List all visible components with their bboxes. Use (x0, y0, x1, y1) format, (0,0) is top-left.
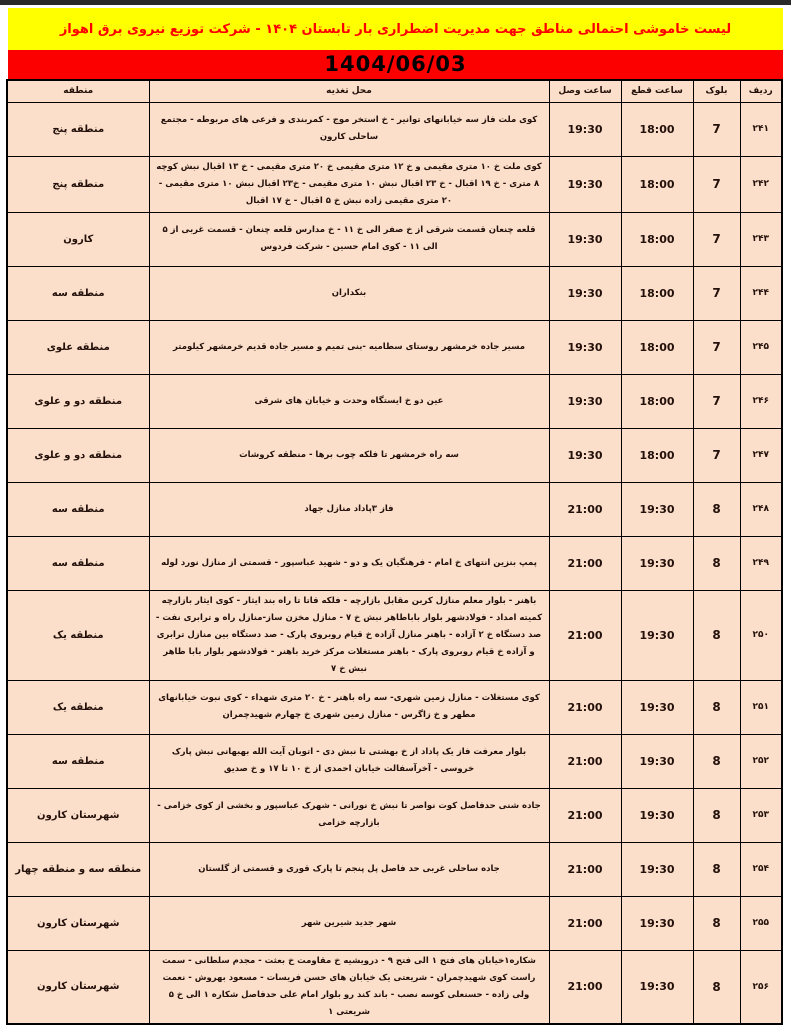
region-cell: شهرستان کارون (7, 788, 149, 842)
region-cell: منطقه سه (7, 266, 149, 320)
row-number-cell: ۲۴۷ (740, 428, 782, 482)
block-cell: 7 (693, 156, 740, 212)
block-cell: 8 (693, 590, 740, 680)
block-cell: 8 (693, 896, 740, 950)
cut-time-cell: 19:30 (621, 950, 693, 1024)
feed-location-cell: کوی ملت خ ۱۰ متری مقیمی و خ ۱۲ متری مقیمی خ ۲۰ متری مقیمی - خ ۱۳ اقبال نبش کوچه ۸ متری - خ ۱۹ اقبال - خ ۲۳ اقبال نبش ۱۰ متری مقیمی - خ۲۳ اقبال نبش ۱۰ متری مقیمی - ۲۰ متری مقیمی زاده نبش خ ۵ اقبال - خ ۱۷ اقبال (149, 156, 549, 212)
header-cut-time: ساعت قطع (621, 80, 693, 102)
block-cell: 8 (693, 788, 740, 842)
table-row (7, 680, 782, 734)
table-row (7, 536, 782, 590)
feed-location-cell: جاده شنی حدفاصل کوت نواصر تا نبش خ نورانی - شهرک عباسپور و بخشی از کوی خزامی - بازارچه خزامی (149, 788, 549, 842)
row-number-cell: ۲۴۶ (740, 374, 782, 428)
feed-location-cell: کوی ملت فاز سه خیابانهای توانیر - خ استخر موج - کمربندی و فرعی های مربوطه - مجتمع ساحلی کارون (149, 102, 549, 156)
header-feed-location: محل تغذیه (149, 80, 549, 102)
row-number-cell: ۲۴۱ (740, 102, 782, 156)
reconnect-time-cell: 21:00 (549, 950, 621, 1024)
feed-location-cell: پمپ بنزین انتهای خ امام - فرهنگیان یک و دو - شهید عباسپور - قسمتی از منازل نورد لوله (149, 536, 549, 590)
region-cell: منطقه یک (7, 590, 149, 680)
block-cell: 8 (693, 950, 740, 1024)
region-cell: منطقه پنج (7, 156, 149, 212)
table-row (7, 590, 782, 680)
feed-location-cell: شکاره۱خیابان های فتح ۱ الی فتح ۹ - درویشیه خ مقاومت خ بعثت - مجدم سلطانی - سمت راست کوی شهیدچمران - شریعتی یک خیابان های حسن فریسات - مسعود بهروش - نعمت ولی زاده - حسنعلی کوسه نصب - باند کند رو بلوار امام علی حدفاصل شکاره ۱ الی خ ۵ شریعتی ۱ (149, 950, 549, 1024)
feed-location-cell: کوی مستغلات - منازل زمین شهری- سه راه باهنر - خ ۲۰ متری شهداء - کوی نبوت خیابانهای مطهر و خ زاگرس - منازل زمین شهری خ چهارم شهیدچمران (149, 680, 549, 734)
region-cell: منطقه علوی (7, 320, 149, 374)
region-cell: منطقه سه و منطقه چهار (7, 842, 149, 896)
reconnect-time-cell: 21:00 (549, 842, 621, 896)
row-number-cell: ۲۴۳ (740, 212, 782, 266)
row-number-cell: ۲۵۴ (740, 842, 782, 896)
block-cell: 7 (693, 102, 740, 156)
table-row (7, 212, 782, 266)
table-row (7, 102, 782, 156)
region-cell: منطقه سه (7, 734, 149, 788)
reconnect-time-cell: 19:30 (549, 212, 621, 266)
window-top-edge (0, 0, 791, 5)
row-number-cell: ۲۵۰ (740, 590, 782, 680)
table-row (7, 788, 782, 842)
block-cell: 8 (693, 842, 740, 896)
reconnect-time-cell: 21:00 (549, 734, 621, 788)
feed-location-cell: مسیر جاده خرمشهر روستای سطامیه -بنی تمیم و مسیر جاده قدیم خرمشهر کیلومتر (149, 320, 549, 374)
schedule-table-body (7, 102, 782, 1024)
reconnect-time-cell: 21:00 (549, 680, 621, 734)
table-row (7, 428, 782, 482)
cut-time-cell: 19:30 (621, 590, 693, 680)
reconnect-time-cell: 19:30 (549, 320, 621, 374)
table-row (7, 896, 782, 950)
header-row-number: ردیف (740, 80, 782, 102)
block-cell: 7 (693, 212, 740, 266)
region-cell: کارون (7, 212, 149, 266)
row-number-cell: ۲۵۲ (740, 734, 782, 788)
block-cell: 7 (693, 320, 740, 374)
outage-schedule-page (8, 8, 783, 1025)
cut-time-cell: 19:30 (621, 788, 693, 842)
header-reconnect-time: ساعت وصل (549, 80, 621, 102)
row-number-cell: ۲۵۶ (740, 950, 782, 1024)
table-row (7, 374, 782, 428)
cut-time-cell: 18:00 (621, 102, 693, 156)
region-cell: شهرستان کارون (7, 950, 149, 1024)
block-cell: 7 (693, 428, 740, 482)
cut-time-cell: 19:30 (621, 896, 693, 950)
table-row (7, 734, 782, 788)
cut-time-cell: 18:00 (621, 374, 693, 428)
block-cell: 8 (693, 680, 740, 734)
cut-time-cell: 19:30 (621, 842, 693, 896)
reconnect-time-cell: 19:30 (549, 428, 621, 482)
header-block: بلوک (693, 80, 740, 102)
cut-time-cell: 18:00 (621, 320, 693, 374)
feed-location-cell: سه راه خرمشهر تا فلکه چوب برها - منطقه کروشات (149, 428, 549, 482)
feed-location-cell: باهنر - بلوار معلم منازل کربن مقابل بازارچه - فلکه قاتا تا راه بند ایثار - کوی ایثار بازارچه کمیته امداد - فولادشهر بلوار باباطاهر نبش خ ۷ - منازل مخزن ساز-منازل راه و ترابری نفت - صد دستگاه خ ۲ آزاده - باهنر منازل آزاده خ قیام روبروی پارک - صد دستگاه بین منازل ترابری و آزاده خ قیام روبروی پارک - باهنر مستغلات مرکز خرید باهنر - فولادشهر بلوار بابا طاهر نبش خ ۷ (149, 590, 549, 680)
row-number-cell: ۲۴۴ (740, 266, 782, 320)
feed-location-cell: عین دو خ ایستگاه وحدت و خیابان های شرقی (149, 374, 549, 428)
table-row (7, 266, 782, 320)
cut-time-cell: 18:00 (621, 266, 693, 320)
cut-time-cell: 19:30 (621, 536, 693, 590)
header-region: منطقه (7, 80, 149, 102)
region-cell: منطقه دو و علوی (7, 374, 149, 428)
feed-location-cell: شهر جدید شیرین شهر (149, 896, 549, 950)
cut-time-cell: 19:30 (621, 680, 693, 734)
region-cell: منطقه پنج (7, 102, 149, 156)
outage-schedule-table (6, 79, 783, 1025)
row-number-cell: ۲۴۲ (740, 156, 782, 212)
row-number-cell: ۲۴۵ (740, 320, 782, 374)
block-cell: 7 (693, 266, 740, 320)
reconnect-time-cell: 21:00 (549, 482, 621, 536)
reconnect-time-cell: 21:00 (549, 536, 621, 590)
table-row (7, 950, 782, 1024)
schedule-date: 1404/06/03 (8, 50, 783, 79)
row-number-cell: ۲۵۳ (740, 788, 782, 842)
reconnect-time-cell: 19:30 (549, 156, 621, 212)
feed-location-cell: جاده ساحلی غربی حد فاصل پل پنجم تا پارک قوری و قسمتی از گلستان (149, 842, 549, 896)
region-cell: منطقه یک (7, 680, 149, 734)
block-cell: 7 (693, 374, 740, 428)
row-number-cell: ۲۴۹ (740, 536, 782, 590)
feed-location-cell: قلعه چنعان قسمت شرقی از خ صفر الی خ ۱۱ - خ مدارس قلعه چنعان - قسمت غربی از ۵ الی ۱۱ - کوی امام حسین - شرکت فردوس (149, 212, 549, 266)
region-cell: منطقه سه (7, 536, 149, 590)
row-number-cell: ۲۴۸ (740, 482, 782, 536)
row-number-cell: ۲۵۵ (740, 896, 782, 950)
cut-time-cell: 19:30 (621, 482, 693, 536)
reconnect-time-cell: 19:30 (549, 374, 621, 428)
reconnect-time-cell: 19:30 (549, 266, 621, 320)
cut-time-cell: 18:00 (621, 156, 693, 212)
block-cell: 8 (693, 734, 740, 788)
table-header-row (7, 80, 782, 102)
table-row (7, 320, 782, 374)
cut-time-cell: 18:00 (621, 428, 693, 482)
reconnect-time-cell: 21:00 (549, 590, 621, 680)
reconnect-time-cell: 21:00 (549, 896, 621, 950)
cut-time-cell: 18:00 (621, 212, 693, 266)
block-cell: 8 (693, 482, 740, 536)
feed-location-cell: فاز ۳پاداد منازل جهاد (149, 482, 549, 536)
table-row (7, 482, 782, 536)
table-row (7, 156, 782, 212)
feed-location-cell: بنکداران (149, 266, 549, 320)
block-cell: 8 (693, 536, 740, 590)
cut-time-cell: 19:30 (621, 734, 693, 788)
region-cell: منطقه سه (7, 482, 149, 536)
reconnect-time-cell: 21:00 (549, 788, 621, 842)
reconnect-time-cell: 19:30 (549, 102, 621, 156)
feed-location-cell: بلوار معرفت فاز یک پاداد از خ بهشتی تا نبش دی - اتوبان آیت الله بهبهانی نبش پارک خروسی - آخرآسفالت خیابان احمدی از خ ۱۰ تا ۱۷ و خ صدیق (149, 734, 549, 788)
table-row (7, 842, 782, 896)
page-title: لیست خاموشی احتمالی مناطق جهت مدیریت اضطراری بار تابستان ۱۴۰۴ - شرکت توزیع نیروی برق اهواز (8, 8, 783, 50)
region-cell: شهرستان کارون (7, 896, 149, 950)
row-number-cell: ۲۵۱ (740, 680, 782, 734)
region-cell: منطقه دو و علوی (7, 428, 149, 482)
